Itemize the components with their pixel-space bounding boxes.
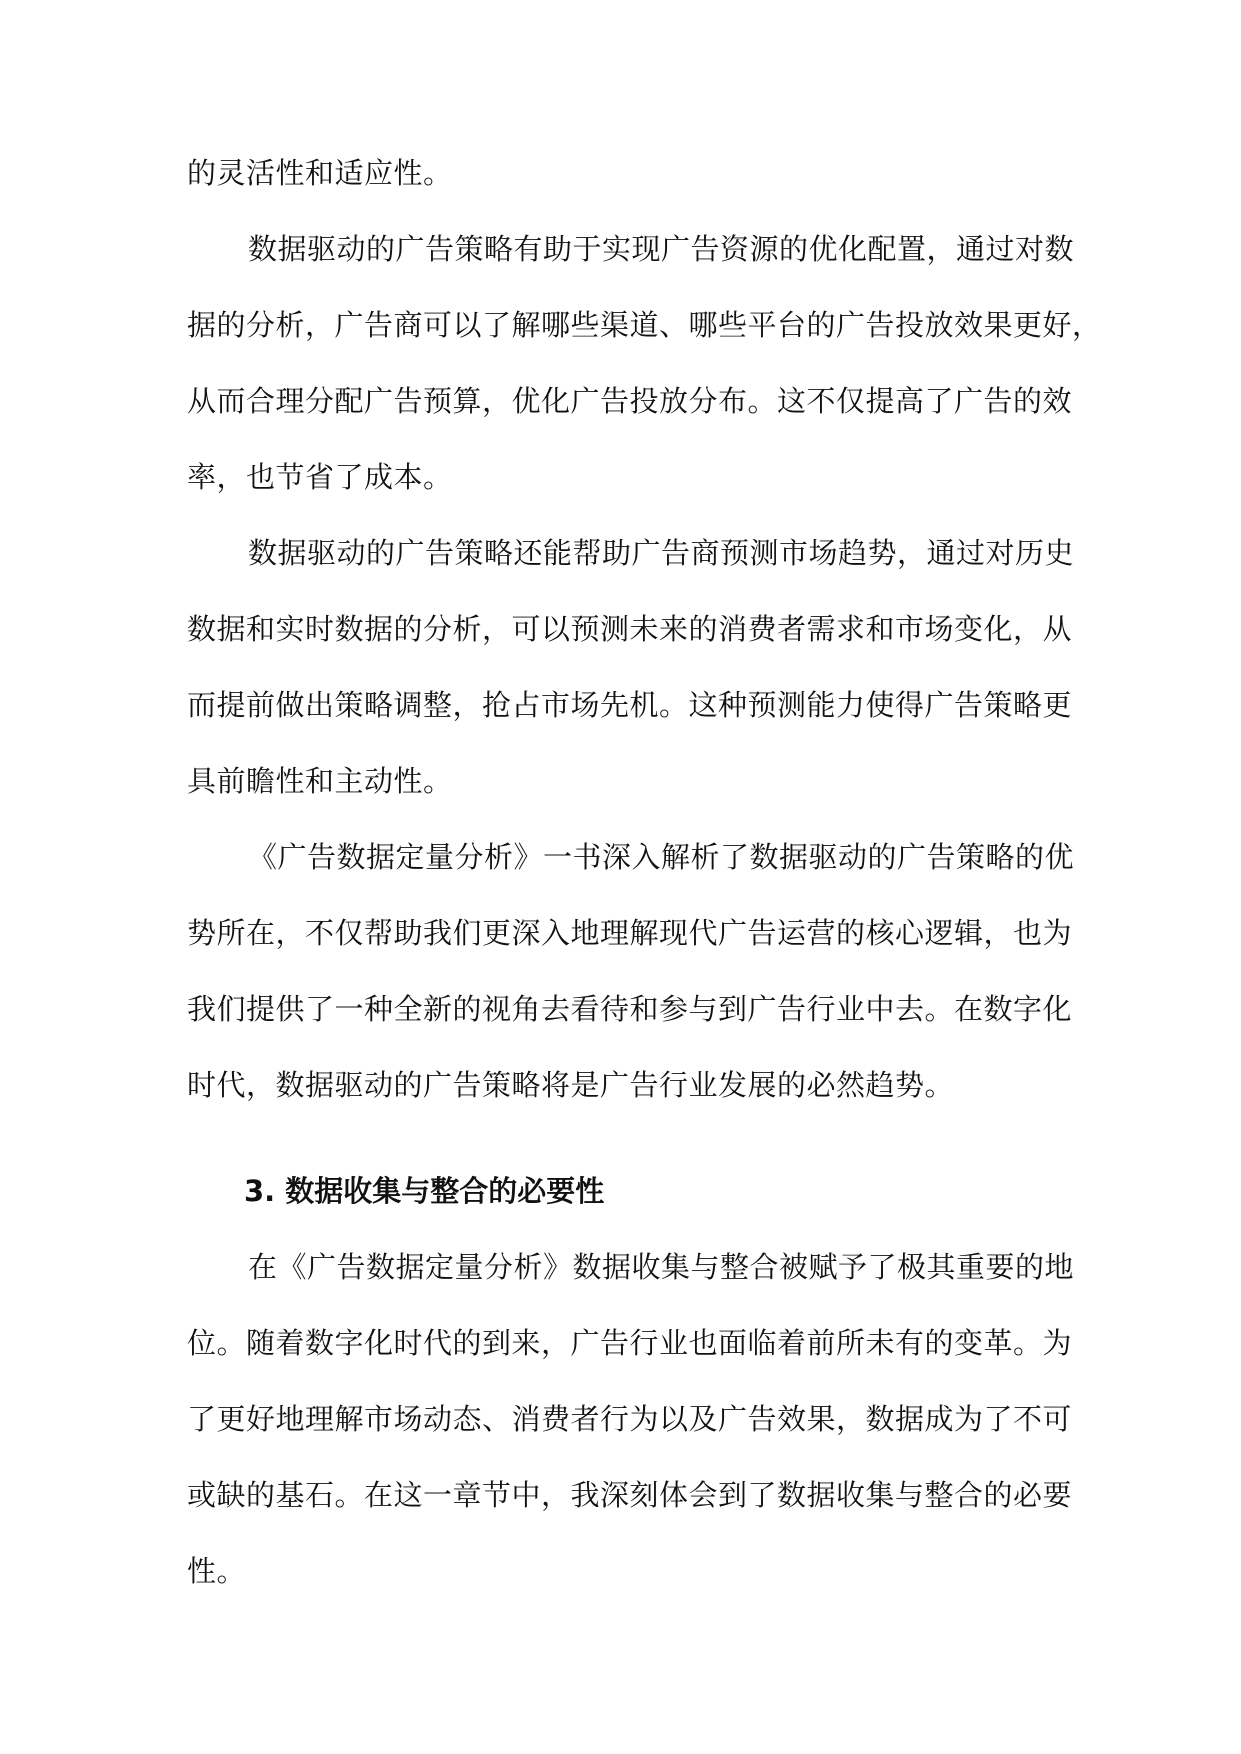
text-line: 或缺的基石。在这一章节中，我深刻体会到了数据收集与整合的必要 bbox=[187, 1478, 1073, 1512]
text-line: 的灵活性和适应性。 bbox=[187, 156, 453, 190]
text-line: 位。随着数字化时代的到来，广告行业也面临着前所未有的变革。为 bbox=[187, 1326, 1073, 1360]
text-line: 数据驱动的广告策略有助于实现广告资源的优化配置，通过对数 bbox=[248, 232, 1075, 266]
text-line: 具前瞻性和主动性。 bbox=[187, 764, 453, 798]
section-gap bbox=[187, 1131, 1053, 1161]
text-line: 性。 bbox=[187, 1554, 247, 1588]
section-heading: 3. 数据收集与整合的必要性 bbox=[244, 1174, 605, 1208]
text-line: 时代，数据驱动的广告策略将是广告行业发展的必然趋势。 bbox=[187, 1068, 955, 1102]
text-line: 据的分析，广告商可以了解哪些渠道、哪些平台的广告投放效果更好， bbox=[187, 308, 1102, 342]
text-line: 在《广告数据定量分析》数据收集与整合被赋予了极其重要的地 bbox=[248, 1250, 1075, 1284]
text-line: 了更好地理解市场动态、消费者行为以及广告效果，数据成为了不可 bbox=[187, 1402, 1073, 1436]
text-line: 势所在，不仅帮助我们更深入地理解现代广告运营的核心逻辑，也为 bbox=[187, 916, 1073, 950]
text-line: 数据驱动的广告策略还能帮助广告商预测市场趋势，通过对历史 bbox=[248, 536, 1075, 570]
text-line: 率，也节省了成本。 bbox=[187, 460, 453, 494]
text-line: 从而合理分配广告预算，优化广告投放分布。这不仅提高了广告的效 bbox=[187, 384, 1073, 418]
text-line: 我们提供了一种全新的视角去看待和参与到广告行业中去。在数字化 bbox=[187, 992, 1073, 1026]
text-line: 而提前做出策略调整，抢占市场先机。这种预测能力使得广告策略更 bbox=[187, 688, 1073, 722]
document-body bbox=[187, 143, 1102, 1617]
text-line: 数据和实时数据的分析，可以预测未来的消费者需求和市场变化，从 bbox=[187, 612, 1073, 646]
text-line: 《广告数据定量分析》一书深入解析了数据驱动的广告策略的优 bbox=[248, 840, 1075, 874]
